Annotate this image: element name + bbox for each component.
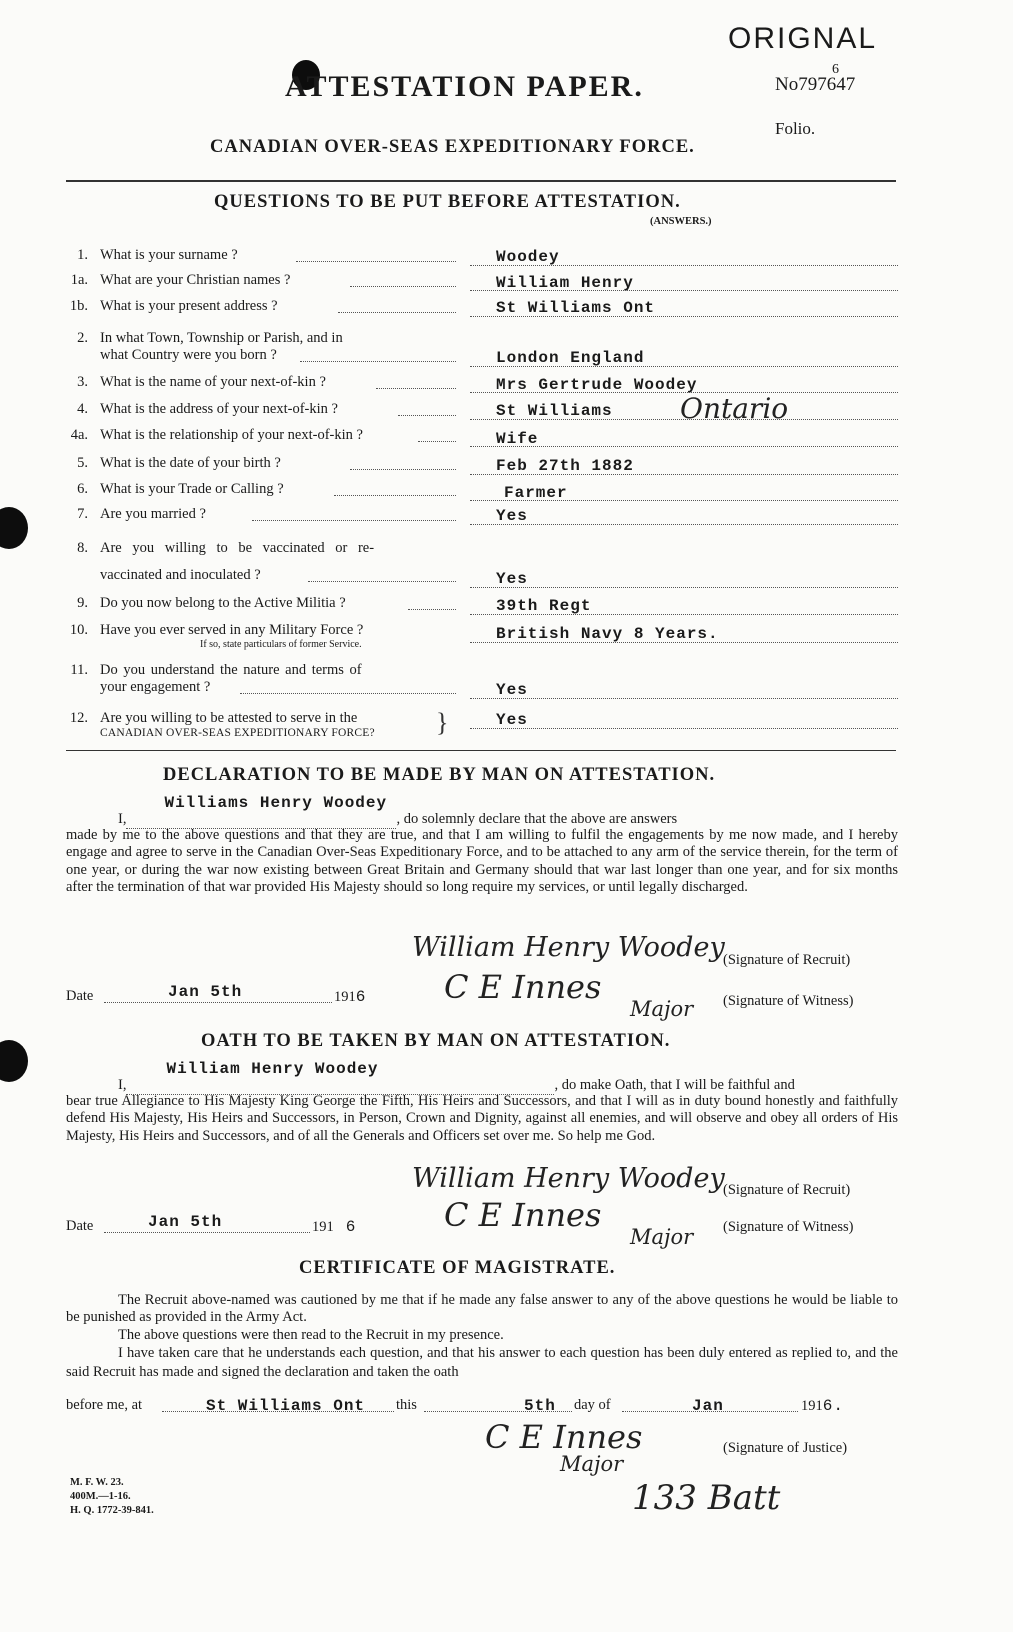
question-number: 4.: [77, 401, 88, 417]
question-leader: [334, 495, 456, 496]
declaration-i: I,: [118, 811, 127, 827]
declaration-witness-label: (Signature of Witness): [723, 993, 854, 1009]
header-divider: [66, 180, 896, 182]
question-number: 11.: [70, 662, 88, 678]
magistrate-para1: The Recruit above-named was cautioned by me that if he made any false answer to any of the above questions he would be liable to be punished as provided in the Army Act.: [66, 1292, 898, 1326]
answer-military-service: British Navy 8 Years.: [496, 625, 719, 643]
question-number: 3.: [77, 374, 88, 390]
magistrate-day: 5th: [524, 1397, 556, 1415]
declaration-date-label: Date: [66, 988, 94, 1004]
answer-line: [470, 500, 898, 501]
question-text-continued: your engagement ?: [100, 679, 211, 695]
question-text: Are you married ?: [100, 506, 206, 522]
oath-year-prefix: 191: [312, 1219, 334, 1235]
answer-vaccinated: Yes: [496, 570, 528, 588]
question-number: 6.: [77, 481, 88, 497]
form-code-3: H. Q. 1772-39-841.: [70, 1505, 154, 1516]
serial-number-value: 797647: [798, 74, 856, 95]
question-text: What is your present address ?: [100, 298, 278, 314]
answer-line: [470, 366, 898, 367]
question-text: What is your surname ?: [100, 247, 238, 263]
answer-willing-to-serve: Yes: [496, 711, 528, 729]
magistrate-body: [66, 1292, 898, 1382]
answer-next-of-kin: Mrs Gertrude Woodey: [496, 376, 698, 394]
magistrate-para3: I have taken care that he understands each question, and that his answer to each question has been duly entered as replied to, and the said Recruit has made and signed the declaration and taken the oath: [66, 1345, 898, 1381]
answer-line: [470, 698, 898, 699]
answer-next-of-kin-province: Ontario: [680, 392, 789, 425]
declaration-body: [66, 827, 898, 897]
answer-present-address: St Williams Ont: [496, 299, 656, 317]
magistrate-justice-signature: C E Innes: [485, 1418, 643, 1456]
declaration-date: Jan 5th: [168, 983, 243, 1001]
answer-line: [470, 265, 898, 266]
oath-date-label: Date: [66, 1218, 94, 1234]
oath-name: William Henry Woodey: [166, 1060, 379, 1078]
question-leader: [240, 693, 456, 694]
answer-birth-date: Feb 27th 1882: [496, 457, 634, 475]
answer-line: [470, 474, 898, 475]
declaration-witness-rank: Major: [630, 997, 694, 1021]
magistrate-place: St Williams Ont: [206, 1397, 366, 1415]
oath-body: [66, 1093, 898, 1145]
question-text-continued: what Country were you born ?: [100, 347, 277, 363]
oath-i: I,: [118, 1077, 127, 1093]
question-leader: [300, 361, 456, 362]
question-text: What are your Christian names ?: [100, 272, 291, 288]
oath-witness-label: (Signature of Witness): [723, 1219, 854, 1235]
form-code-1: M. F. W. 23.: [70, 1477, 124, 1488]
question-text: In what Town, Township or Parish, and in: [100, 330, 343, 346]
question-leader: [338, 312, 456, 313]
question-number: 2.: [77, 330, 88, 346]
answer-trade: Farmer: [504, 484, 568, 502]
oath-body-text: bear true Allegiance to His Majesty King George the Fifth, His Heirs and Successors, and that I will as in duty bound honestly and faithfully defend His Majesty, His Heirs and Successors, in Person, Crown and Dignity, against all enemies, and will observe and obey all orders of His Majesty, His Heirs and Successors, and of all the Generals and Officers set over me. So help me God.: [66, 1093, 898, 1144]
questions-heading: QUESTIONS TO BE PUT BEFORE ATTESTATION.: [214, 192, 681, 212]
answer-active-militia: 39th Regt: [496, 597, 592, 615]
magistrate-year-prefix: 191: [801, 1398, 823, 1414]
questions-divider: [66, 750, 896, 751]
question-number: 12.: [69, 710, 88, 726]
question-text: What is the name of your next-of-kin ?: [100, 374, 326, 390]
answer-line: [470, 642, 898, 643]
oath-line1-suffix: , do make Oath, that I will be faithful and: [554, 1077, 795, 1093]
question-text: What is the address of your next-of-kin ?: [100, 401, 338, 417]
oath-date: Jan 5th: [148, 1213, 223, 1231]
declaration-year-prefix: 191: [334, 989, 356, 1005]
oath-witness-rank: Major: [630, 1225, 694, 1249]
declaration-recruit-signature: William Henry Woodey: [412, 932, 725, 963]
oath-recruit-label: (Signature of Recruit): [723, 1182, 851, 1198]
question-text: What is your Trade or Calling ?: [100, 481, 284, 497]
magistrate-unit: 133 Batt: [632, 1478, 781, 1518]
declaration-heading: DECLARATION TO BE MADE BY MAN ON ATTESTATION.: [163, 765, 716, 785]
question-number: 8.: [77, 540, 88, 556]
question-number: 1b.: [69, 298, 88, 314]
serial-number: [775, 74, 855, 96]
question-text: Have you ever served in any Military Force ?: [100, 622, 364, 638]
answer-line: [470, 290, 898, 291]
question-text-continued: vaccinated and inoculated ?: [100, 567, 261, 583]
question-text-continued: CANADIAN OVER-SEAS EXPEDITIONARY FORCE?: [100, 727, 375, 739]
magistrate-justice-label: (Signature of Justice): [723, 1440, 848, 1456]
answer-surname: Woodey: [496, 248, 560, 266]
question-leader: [398, 415, 456, 416]
question-number: 4a.: [70, 427, 88, 443]
question-number: 7.: [77, 506, 88, 522]
question-text: What is the relationship of your next-of-kin ?: [100, 427, 363, 443]
question-leader: [350, 286, 456, 287]
punch-hole-top: [0, 507, 28, 549]
declaration-recruit-label: (Signature of Recruit): [723, 952, 851, 968]
answer-line: [470, 419, 898, 420]
answer-line: [470, 587, 898, 588]
question-note: If so, state particulars of former Service.: [200, 639, 362, 650]
question-leader: [408, 609, 456, 610]
brace: }: [436, 708, 449, 737]
serial-correction: 6: [832, 62, 839, 77]
declaration-date-line: [104, 1002, 332, 1003]
oath-heading: OATH TO BE TAKEN BY MAN ON ATTESTATION.: [201, 1031, 671, 1051]
question-number: 1.: [77, 247, 88, 263]
question-text: Do you now belong to the Active Militia ?: [100, 595, 346, 611]
question-leader: [308, 581, 456, 582]
magistrate-year-digit: 6.: [822, 1397, 844, 1415]
magistrate-day-of-label: day of: [574, 1397, 611, 1413]
question-text: Are you willing to be attested to serve in the: [100, 710, 358, 726]
answer-married: Yes: [496, 507, 528, 525]
oath-year: [312, 1218, 356, 1236]
question-number: 9.: [77, 595, 88, 611]
answer-christian-names: William Henry: [496, 274, 634, 292]
question-leader: [252, 520, 456, 521]
answer-relationship: Wife: [496, 430, 539, 448]
form-code-2: 400M.—1-16.: [70, 1491, 131, 1502]
answer-understand-terms: Yes: [496, 681, 528, 699]
declaration-year: [334, 988, 366, 1006]
oath-witness-signature: C E Innes: [444, 1196, 602, 1234]
oath-recruit-signature: William Henry Woodey: [412, 1163, 725, 1194]
question-leader: [350, 469, 456, 470]
answer-birthplace: London England: [496, 349, 645, 367]
declaration-body-text: made by me to the above questions and that they are true, and that I am willing to fulfil the engagements by me now made, and I hereby engage and agree to serve in the Canadian Over-Seas Expeditionary Force, and to be attached to any arm of the service therein, for the term of one year, or during the war now existing between Great Britain and Germany should that war last longer than one year, and for six months after the termination of that war provided His Majesty should so long require my services, or until legally discharged.: [66, 827, 898, 896]
magistrate-year: [801, 1397, 844, 1415]
answer-line: [470, 316, 898, 317]
question-text: What is the date of your birth ?: [100, 455, 281, 471]
magistrate-month: Jan: [692, 1397, 724, 1415]
question-text: Do you understand the nature and terms of: [100, 662, 362, 678]
answer-line: [470, 614, 898, 615]
answer-line: [470, 728, 898, 729]
oath-year-digit: 6: [345, 1218, 357, 1236]
serial-number-label: No: [775, 74, 799, 95]
question-leader: [296, 261, 456, 262]
magistrate-this-label: this: [396, 1397, 417, 1413]
question-text: Are you willing to be vaccinated or re-: [100, 540, 375, 556]
question-number: 1a.: [70, 272, 88, 288]
question-number: 10.: [69, 622, 88, 638]
question-leader: [376, 388, 456, 389]
declaration-name: Williams Henry Woodey: [164, 794, 388, 812]
punch-hole-bottom: [0, 1040, 28, 1082]
document-subtitle: CANADIAN OVER-SEAS EXPEDITIONARY FORCE.: [210, 137, 695, 157]
magistrate-heading: CERTIFICATE OF MAGISTRATE.: [299, 1258, 616, 1278]
declaration-year-digit: 6: [355, 988, 367, 1006]
magistrate-before-label: before me, at: [66, 1397, 143, 1413]
document-title: ATTESTATION PAPER.: [285, 70, 644, 103]
question-leader: [418, 441, 456, 442]
question-number: 5.: [77, 455, 88, 471]
declaration-witness-signature: C E Innes: [444, 968, 602, 1006]
answers-label: (ANSWERS.): [650, 216, 712, 227]
oath-date-line: [104, 1232, 310, 1233]
declaration-line1-suffix: , do solemnly declare that the above are answers: [396, 811, 678, 827]
magistrate-justice-rank: Major: [560, 1452, 624, 1476]
folio-label: Folio.: [775, 119, 816, 138]
answer-line: [470, 446, 898, 447]
original-stamp: ORIGNAL: [728, 22, 878, 55]
answer-line: [470, 524, 898, 525]
answer-next-of-kin-address: St Williams: [496, 402, 613, 420]
magistrate-para2: The above questions were then read to the Recruit in my presence.: [118, 1326, 504, 1343]
